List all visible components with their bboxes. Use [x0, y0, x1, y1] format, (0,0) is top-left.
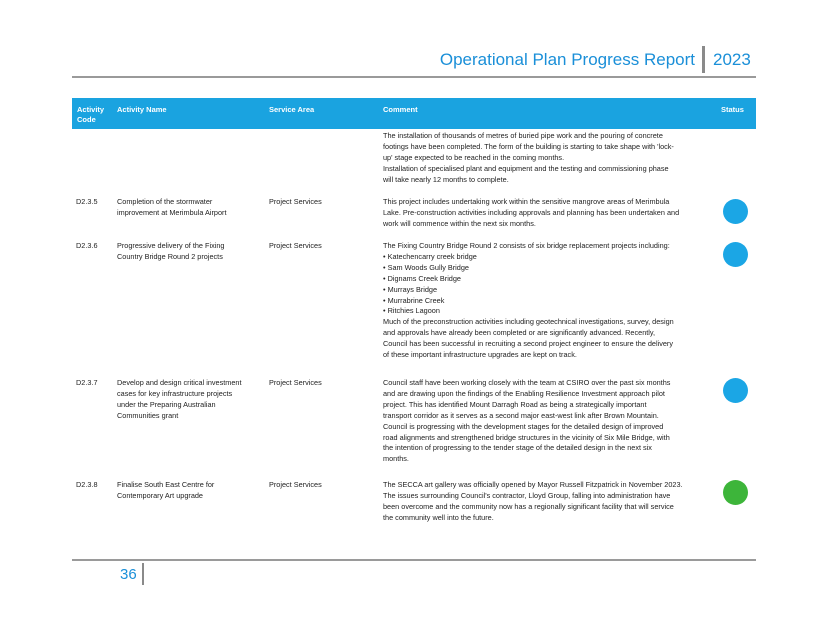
- service-area: Project Services: [269, 241, 322, 250]
- comment: [383, 241, 718, 361]
- bullet-item: • Murrays Bridge: [383, 284, 438, 294]
- status-indicator: [723, 480, 748, 505]
- comment-line: project. This has identified Mount Darragh Road as being a strategically important: [383, 399, 647, 409]
- report-year: 2023: [713, 50, 751, 69]
- bullet-item: • Ritchies Lagoon: [383, 306, 440, 316]
- comment-line: transport corridor as it serves as a second major east-west link after Brown Mountain.: [383, 410, 659, 420]
- comment-line: footings have been completed. The form of the building is starting to take shape with 'lock-: [383, 141, 674, 151]
- activity-name: [117, 480, 267, 502]
- col-header-status: Status: [721, 105, 744, 114]
- comment-line: and are drawing upon the findings of the Enabling Resilience Investment approach pilot: [383, 388, 665, 398]
- col-header-code: Activity Code: [77, 105, 105, 124]
- comment-line: road alignments and strengthened bridge structures in the vicinity of Six Mile Bridge, with: [383, 432, 670, 442]
- status-indicator: [723, 378, 748, 403]
- comment-line: the intention of progressing to the tender stage of the detailed design in the next six: [383, 443, 652, 453]
- bullet-item: • Katechencarry creek bridge: [383, 251, 477, 261]
- comment: [383, 197, 718, 230]
- report-title: Operational Plan Progress Report: [439, 50, 695, 69]
- page-number-divider: [142, 563, 144, 585]
- activity-name-line: Finalise South East Centre for: [117, 480, 215, 489]
- report-header: [0, 44, 825, 74]
- comment-line: The issues surrounding Council's contractor, Lloyd Group, falling into administration have: [383, 490, 671, 500]
- activity-code: D2.3.6: [76, 241, 98, 250]
- comment: [383, 480, 718, 524]
- activity-code: D2.3.8: [76, 480, 98, 489]
- service-area: Project Services: [269, 480, 322, 489]
- activity-code: D2.3.7: [76, 378, 98, 387]
- comment-line: This project includes undertaking work within the sensitive mangrove areas of Merimbula: [383, 197, 670, 206]
- comment-line: Lake. Pre-construction activities including approvals and planning has been undertaken and: [383, 207, 680, 217]
- comment-line: of these important infrastructure upgrades are kept on track.: [383, 350, 577, 360]
- comment-line: Installation of specialised plant and equipment and the testing and commissioning phase: [383, 163, 669, 173]
- service-area: Project Services: [269, 378, 322, 387]
- bullet-item: • Sam Woods Gully Bridge: [383, 262, 469, 272]
- activity-name-line: Completion of the stormwater: [117, 197, 213, 206]
- activity-name-line: improvement at Merimbula Airport: [117, 207, 227, 217]
- comment: [383, 378, 718, 465]
- col-header-comment: Comment: [383, 105, 418, 114]
- activity-code: D2.3.5: [76, 197, 98, 206]
- header-rule: [72, 76, 756, 78]
- comment-line: and approvals have already been completed or are significantly advanced. Recently,: [383, 328, 656, 338]
- activity-name-line: Contemporary Art upgrade: [117, 490, 203, 500]
- comment-line: The SECCA art gallery was officially opened by Mayor Russell Fitzpatrick in November 2023.: [383, 480, 683, 489]
- status-indicator: [723, 199, 748, 224]
- table-header: [72, 98, 756, 129]
- comment-line: the community well into the future.: [383, 512, 494, 522]
- comment-line: Much of the preconstruction activities including geotechnical investigations, survey, design: [383, 317, 674, 327]
- activity-name-line: Country Bridge Round 2 projects: [117, 251, 223, 261]
- activity-name-line: Progressive delivery of the Fixing: [117, 241, 225, 250]
- bullet-item: • Dignams Creek Bridge: [383, 273, 461, 283]
- continuation-comment: [383, 131, 718, 186]
- comment-line: Council is progressing with the development stages for the detailed design of improved: [383, 421, 664, 431]
- comment-line: up' stage expected to be reached in the coming months.: [383, 152, 565, 162]
- col-header-name: Activity Name: [117, 105, 167, 114]
- comment-line: been overcome and the community now has a regionally significant facility that will service: [383, 501, 674, 511]
- footer-rule: [72, 559, 756, 561]
- status-indicator: [723, 242, 748, 267]
- bullet-item: • Murrabrine Creek: [383, 295, 445, 305]
- comment-line: The Fixing Country Bridge Round 2 consists of six bridge replacement projects including:: [383, 241, 670, 250]
- comment-line: Council has been successful in recruiting a second project engineer to ensure the delivery: [383, 339, 674, 349]
- comment-line: work will commence within the next six months.: [383, 218, 536, 228]
- col-header-area: Service Area: [269, 105, 315, 114]
- comment-line: Council staff have been working closely with the team at CSIRO over the past six months: [383, 378, 671, 387]
- activity-name-line: cases for key infrastructure projects: [117, 388, 233, 398]
- header-divider: [702, 46, 705, 73]
- comment-line: months.: [383, 454, 409, 464]
- activity-name: [117, 378, 267, 422]
- service-area: Project Services: [269, 197, 322, 206]
- activity-name: [117, 241, 267, 263]
- page-number: 36: [120, 566, 137, 583]
- activity-name-line: Develop and design critical investment: [117, 378, 242, 387]
- activity-name: [117, 197, 267, 219]
- comment-line: will take nearly 12 months to complete.: [383, 174, 509, 184]
- comment-line: The installation of thousands of metres of buried pipe work and the pouring of concrete: [383, 131, 663, 140]
- activity-name-line: under the Preparing Australian: [117, 399, 216, 409]
- activity-name-line: Communities grant: [117, 410, 179, 420]
